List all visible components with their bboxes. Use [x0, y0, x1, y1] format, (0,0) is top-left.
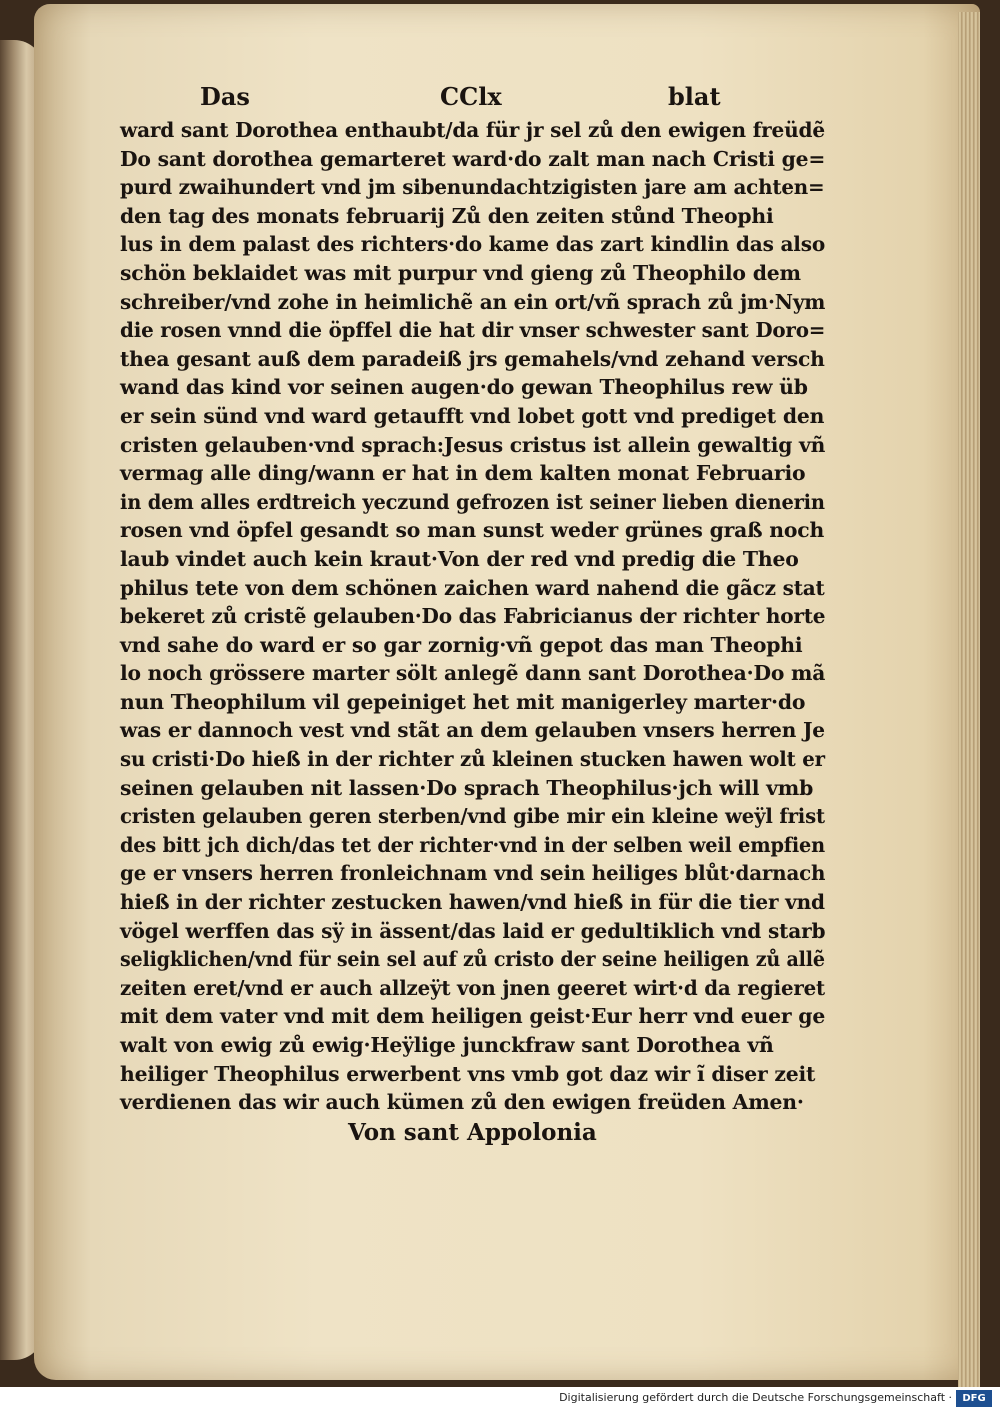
running-header — [120, 82, 830, 116]
text-line: vnd sahe do ward er so gar zornig·vñ gepot das man Theophi — [120, 632, 803, 657]
text-line: in dem alles erdtreich yeczund gefrozen ist seiner lieben dienerin — [120, 489, 825, 514]
dfg-logo: DFG — [956, 1390, 992, 1407]
text-line: ward sant Dorothea enthaubt/da für jr sel zů den ewigen freüdẽ — [120, 118, 825, 142]
text-line: walt von ewig zů ewig·Heÿlige junckfraw sant Dorothea vñ — [120, 1033, 774, 1057]
text-line: philus tete von dem schönen zaichen ward nahend die gãcz stat — [120, 575, 825, 600]
text-line: die rosen vnnd die öpffel die hat dir vnser schwester sant Doro= — [120, 318, 826, 343]
text-line: lo noch grössere marter sölt anlegẽ dann sant Dorothea·Do mã — [120, 661, 826, 686]
text-line: Do sant dorothea gemarteret ward·do zalt man nach Cristi ge= — [120, 146, 826, 171]
text-line: rosen vnd öpfel gesandt so man sunst weder grünes graß noch — [120, 518, 825, 543]
text-line: zeiten eret/vnd er auch allzeÿt von jnen geeret wirt·d da regieret — [120, 975, 825, 1000]
text-line: er sein sünd vnd ward getaufft vnd lobet gott vnd prediget den — [120, 403, 825, 428]
section-title: Von sant Appolonia — [348, 1118, 597, 1146]
text-line: seinen gelauben nit lassen·Do sprach Theophilus·jch will vmb — [120, 775, 814, 800]
text-line: hieß in der richter zestucken hawen/vnd hieß in für die tier vnd — [120, 890, 825, 915]
text-line: mit dem vater vnd mit dem heiligen geist·Eur herr vnd euer ge — [120, 1004, 826, 1029]
text-line: seligklichen/vnd für sein sel auf zů cristo der seine heiligen zů allẽ — [120, 947, 825, 972]
text-line: nun Theophilum vil gepeiniget het mit manigerley marter·do — [120, 689, 806, 714]
text-line: des bitt jch dich/das tet der richter·vnd in der selben weil empfien — [120, 832, 825, 857]
body-text — [120, 116, 830, 1117]
text-line: schön beklaidet was mit purpur vnd gieng zů Theophilo dem — [120, 260, 801, 285]
text-line: cristen gelauben·vnd sprach:Jesus cristus ist allein gewaltig vñ — [120, 432, 826, 457]
text-line: was er dannoch vest vnd stãt an dem gelauben vnsers herren Je — [120, 718, 825, 743]
text-line: heiliger Theophilus erwerbent vns vmb got daz wir ĩ diser zeit — [120, 1061, 816, 1086]
text-line: vögel werffen das sÿ in ässent/das laid er gedultiklich vnd starb — [120, 918, 826, 943]
page-fore-edge — [958, 12, 980, 1387]
text-line: vermag alle ding/wann er hat in dem kalten monat Februario — [120, 461, 806, 486]
header-right: blat — [668, 82, 721, 111]
text-line: ge er vnsers herren fronleichnam vnd sein heiliges blůt·darnach — [120, 861, 826, 886]
text-line: den tag des monats februarij Zů den zeiten stůnd Theophi — [120, 203, 774, 228]
folio-number: CClx — [440, 82, 502, 111]
text-line: cristen gelauben geren sterben/vnd gibe mir ein kleine weÿl frist — [120, 804, 825, 829]
text-block — [120, 82, 830, 1146]
text-line: thea gesant auß dem paradeiß jrs gemahels/vnd zehand versch — [120, 346, 825, 371]
text-line: wand das kind vor seinen augen·do gewan Theophilus rew üb — [120, 375, 808, 400]
text-line: bekeret zů cristẽ gelauben·Do das Fabricianus der richter horte — [120, 604, 826, 629]
text-line: lus in dem palast des richters·do kame das zart kindlin das also — [120, 232, 826, 257]
text-line: verdienen das wir auch kümen zů den ewigen freüden Amen· — [120, 1090, 804, 1115]
text-line: laub vindet auch kein kraut·Von der red vnd predig die Theo — [120, 546, 799, 571]
digitization-credit: Digitalisierung gefördert durch die Deutsche Forschungsgemeinschaft · — [559, 1391, 952, 1404]
text-line: purd zwaihundert vnd jm sibenundachtzigisten jare am achten= — [120, 175, 825, 200]
footer-bar — [0, 1387, 1000, 1411]
header-left: Das — [200, 82, 250, 111]
text-line: schreiber/vnd zohe in heimlichẽ an ein ort/vñ sprach zů jm·Nym — [120, 289, 826, 314]
text-line: su cristi·Do hieß in der richter zů kleinen stucken hawen wolt er — [120, 747, 825, 772]
